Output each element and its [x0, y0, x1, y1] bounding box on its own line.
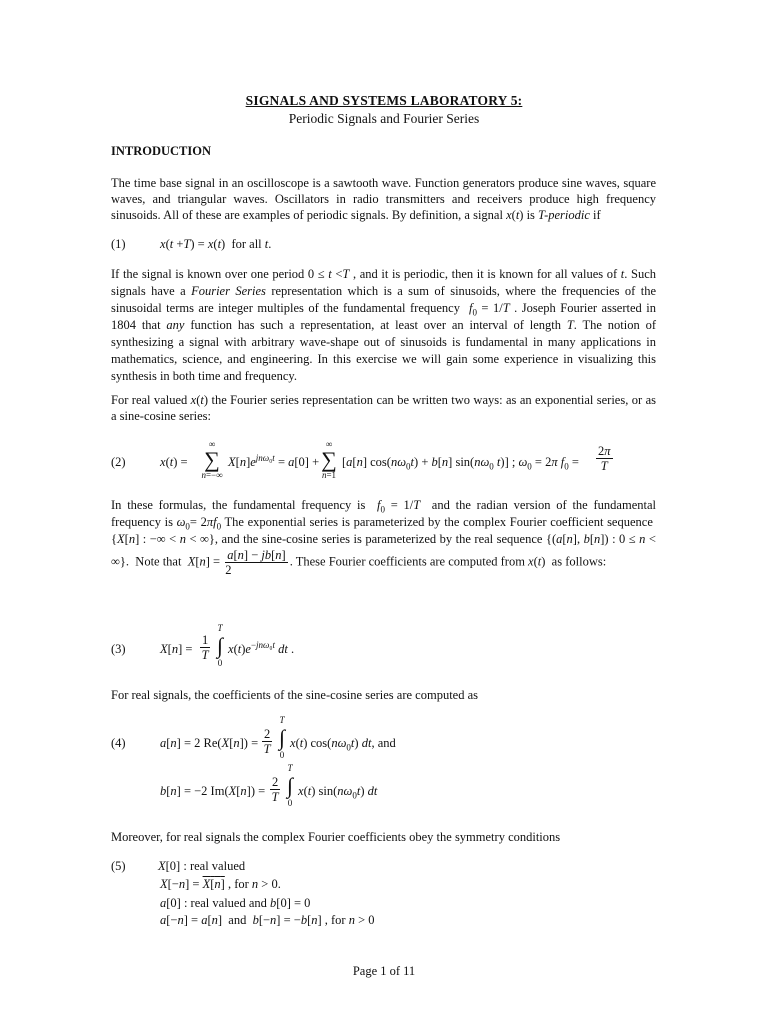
paragraph-representation: For real valued x(t) the Fourier series representation can be written two ways: as an exponential series, or as a sine-cosine series:	[111, 393, 656, 423]
paragraph-fourier-series: If the signal is known over one period 0 ≤ t <T , and it is periodic, then it is known for all values of t. Such signals have a Fourier Series representation which is a sum of sinusoids, where the frequencies of the sinusoidal terms are integer multiples of the fundamental frequency $f_0 = 1/T$ . Joseph Fourier asserted in 1804 that any function has such a representation, at least over an interval of length T. The notion of synthesizing a signal with arbitrary wave-shape out of sinusoids is fundamental in many applications in mathematics, science, and engineering. In this exercise we will gain some experience in visualizing this synthesis in both time and frequency.	[111, 267, 656, 383]
page-subtitle: Periodic Signals and Fourier Series	[288, 111, 480, 126]
equation-5-line-3: a[0] : real valued and b[0] = 0	[160, 896, 311, 910]
equation-1: x(t +T) = x(t) for all t.	[160, 237, 272, 251]
page-number: Page 1 of 11	[352, 964, 416, 978]
equation-number-2: (2)	[111, 455, 126, 469]
section-heading: INTRODUCTION	[111, 144, 212, 158]
equation-number-5: (5)	[111, 859, 126, 873]
equation-number-4: (4)	[111, 736, 126, 750]
equation-5-line-2: X[−n] = X[n] , for n > 0.	[160, 877, 281, 891]
equation-5-line-1: X[0] : real valued	[158, 859, 246, 873]
paragraph-symmetry: Moreover, for real signals the complex Fourier coefficients obey the symmetry conditions	[111, 830, 561, 844]
equation-5-line-4: a[−n] = a[n] and b[−n] = −b[n] , for n > 0	[160, 913, 375, 927]
paragraph-intro: The time base signal in an oscilloscope is a sawtooth wave. Function generators produce sine waves, square waves, and triangular waves. Oscillators in radio transmitters and receivers produce high frequency sinusoids. All of these are examples of periodic signals. By definition, a signal x(t) is T-periodic if	[111, 176, 656, 222]
paragraph-formulas: In these formulas, the fundamental frequency is $f_0 = 1/T$ and the radian version of the fundamental frequency is $\omega_0= 2\pi f_0$ The exponential series is parameterized by the complex Fourier coefficient sequence {X[n] : −∞ < n < ∞}, and the sine-cosine series is parameterized by the real sequence {(a[n], b[n]) : 0 ≤ n < ∞}. Note that X[n] = $\frac{a[n] - jb[n]}{2}$ . These Fourier coefficients are computed from x(t) as follows:	[111, 498, 657, 577]
equation-number-1: (1)	[111, 237, 126, 251]
paragraph-real-signals: For real signals, the coefficients of the sine-cosine series are computed as	[111, 688, 479, 702]
page-title: SIGNALS AND SYSTEMS LABORATORY 5:	[245, 93, 523, 108]
equation-number-3: (3)	[111, 642, 126, 656]
